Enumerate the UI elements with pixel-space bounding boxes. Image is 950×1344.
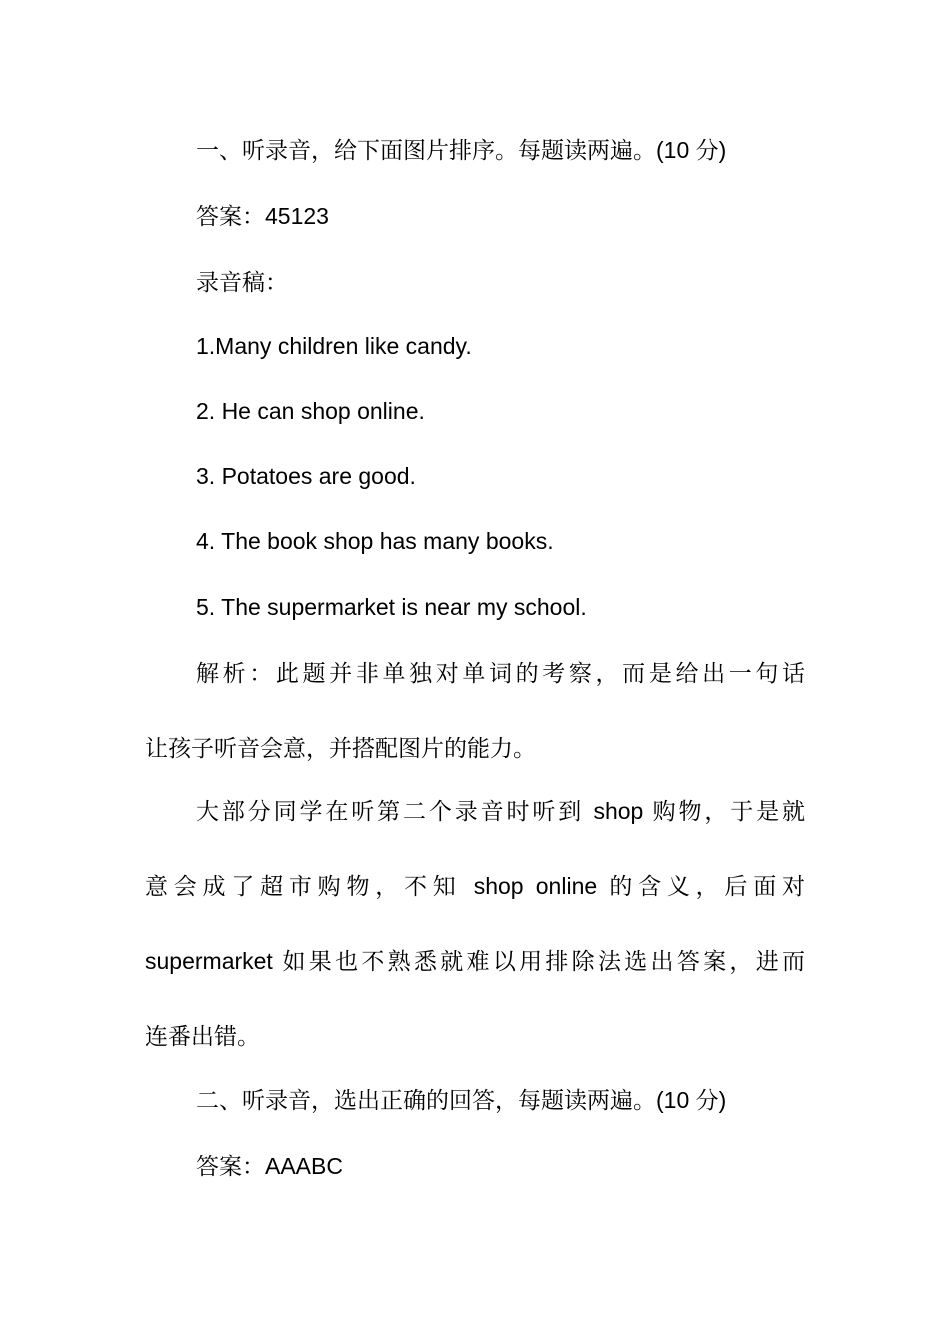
transcript-item: 1.Many children like candy.	[196, 333, 472, 359]
explanation-line: 意会成了超市购物，不知 shop online 的含义，后面对	[145, 873, 805, 899]
explanation-line: supermarket 如果也不熟悉就难以用排除法选出答案，进而	[145, 948, 805, 974]
explanation-line: 大部分同学在听第二个录音时听到 shop 购物，于是就	[196, 798, 805, 824]
transcript-item: 3. Potatoes are good.	[196, 463, 416, 489]
section2-heading: 二、听录音，选出正确的回答，每题读两遍。(10 分)	[196, 1087, 727, 1113]
transcript-item: 5. The supermarket is near my school.	[196, 594, 587, 620]
section2-answer: 答案：AAABC	[196, 1153, 343, 1179]
section1-heading: 一、听录音，给下面图片排序。每题读两遍。(10 分)	[196, 137, 727, 163]
analysis-line: 解析：此题并非单独对单词的考察，而是给出一句话	[196, 660, 805, 686]
transcript-label: 录音稿：	[196, 269, 288, 295]
analysis-line: 让孩子听音会意，并搭配图片的能力。	[145, 735, 536, 761]
transcript-item: 4. The book shop has many books.	[196, 528, 554, 554]
explanation-line: 连番出错。	[145, 1023, 260, 1049]
transcript-item: 2. He can shop online.	[196, 398, 425, 424]
section1-answer: 答案：45123	[196, 203, 329, 229]
